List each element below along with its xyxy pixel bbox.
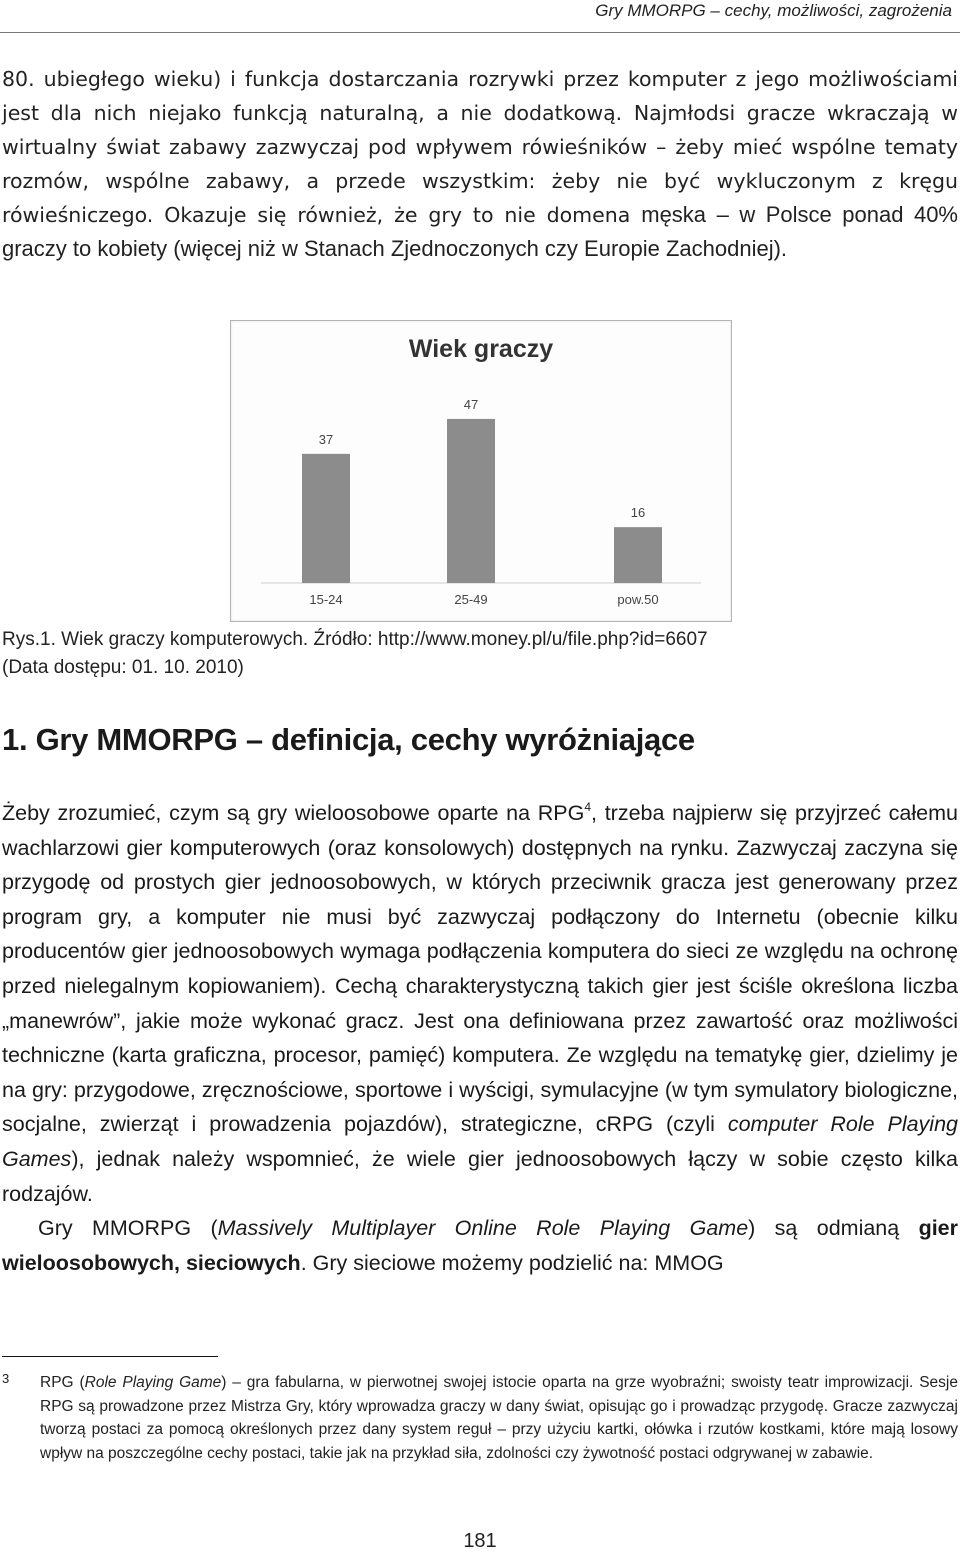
- chart-title: Wiek graczy: [408, 335, 554, 363]
- body-p1-start: Żeby zrozumieć, czym są gry wieloosobowe oparte na RPG: [2, 801, 585, 825]
- footnote-rule: [2, 1356, 218, 1357]
- intro-paragraph: [2, 62, 958, 266]
- footnote: [2, 1371, 958, 1465]
- bar-15-24: [302, 454, 350, 583]
- bar-value-label: 16: [630, 505, 646, 521]
- body-p1-middle: , trzeba najpierw się przyjrzeć całemu wachlarzowi gier komputerowych (oraz konsolowych) dostępnych na rynku. Zazwyczaj zaczyna się przygodę od prostych gier jednoosobowych, w których przeciwnik gracza jest generowany przez program gry, a komputer nie musi być zazwyczaj podłączony do Internetu (obecnie kilku producentów gier jednoosobowych wymaga podłączenia komputera do sieci ze względu na ochronę przed nielegalnym kopiowaniem). Cechą charakterystyczną takich gier jest ściśle określona liczba „manewrów”, jakie może wykonać gracz. Jest ona definiowana przez zawartość oraz możliwości techniczne (karta graficzna, procesor, pamięć) komputera. Ze względu na tematykę gier, dzielimy je na gry: przygodowe, zręcznościowe, sportowe i wyścigi, symulacyjne (w tym symulatory biologiczne, socjalne, zwierząt i prowadzenia pojazdów), strategiczne, cRPG (czyli: [2, 801, 958, 1137]
- age-chart: [231, 321, 731, 621]
- page-number: 181: [463, 1530, 497, 1552]
- body-p2-middle: ) są odmianą: [748, 1216, 919, 1241]
- body-p2-start: Gry MMORPG (: [38, 1216, 218, 1241]
- category-label: 15-24: [309, 592, 343, 607]
- footnote-text: [40, 1371, 958, 1465]
- footnote-text-italic: Role Playing Game: [84, 1374, 222, 1391]
- body-text: [2, 796, 958, 1280]
- header-rule: [0, 32, 960, 33]
- figure-caption: [2, 626, 902, 682]
- footnote-reference: 4: [584, 800, 592, 814]
- body-p2-italic: Massively Multiplayer Online Role Playing Game: [217, 1216, 749, 1241]
- category-label: 25-49: [454, 592, 488, 607]
- intro-paragraph-part-a: 80. ubiegłego wieku) i funkcja dostarczania rozrywki przez komputer z jego możliwościami jest dla nich niejako funkcją naturalną, a nie dodatkową. Najmłodsi gracze wkraczają w wirtualny świat zabawy zazwyczaj pod wpływem rówieśników – żeby mieć wspólne tematy rozmów, wspólne zabawy, a przede wszystkim: żeby nie być wykluczonym z kręgu rówieśniczego. Okazuje się również, że gry to nie domena: [2, 67, 958, 227]
- footnote-text-start: RPG (: [40, 1374, 85, 1391]
- footnote-number: 3: [2, 1371, 10, 1386]
- caption-line-2: (Data dostępu: 01. 10. 2010): [2, 657, 244, 678]
- category-label: pow.50: [617, 592, 659, 607]
- body-p1-italic: computer Role Playing Games: [2, 1112, 958, 1171]
- footnote-text-end: ) – gra fabularna, w pierwotnej swojej istocie oparta na grze wyobraźni; swoisty teatr improwizacji. Sesje RPG są prowadzone przez Mistrza Gry, który wprowadza graczy w dany świat, opisując go i prowadząc przygodę. Gracze zazwyczaj tworzą postaci za pomocą określonych przez dany system reguł – przy użyciu kartki, ołówka i rzutów kostkami, które mają losowy wpływ na poszczególne cechy postaci, takie jak na przykład siła, zdolności czy żywotność postaci odgrywanej w zabawie.: [40, 1374, 958, 1462]
- body-paragraph-2: [2, 1211, 958, 1280]
- body-p2-end: . Gry sieciowe możemy podzielić na: MMOG: [300, 1250, 724, 1275]
- bar-value-label: 37: [318, 431, 334, 447]
- section-heading: 1. Gry MMORPG – definicja, cechy wyróżniające: [2, 722, 695, 757]
- intro-paragraph-part-b: męska – w Polsce ponad 40% graczy to kobiety (więcej niż w Stanach Zjednoczonych czy Europie Zachodniej).: [2, 202, 958, 261]
- body-paragraph-1: [2, 796, 958, 1211]
- body-p1-end: ), jednak należy wspomnieć, że wiele gier jednoosobowych łączy w sobie często kilka rodzajów.: [2, 1146, 958, 1206]
- bar-value-label: 47: [463, 396, 479, 412]
- bar-pow.50: [614, 527, 662, 583]
- body-p2-bold: gier wieloosobowych, sieciowych: [2, 1216, 959, 1275]
- running-header: Gry MMORPG – cechy, możliwości, zagrożenia: [595, 1, 952, 20]
- bar-25-49: [447, 419, 495, 583]
- caption-line-1: Rys.1. Wiek graczy komputerowych. Źródło: http://www.money.pl/u/file.php?id=6607: [2, 629, 708, 650]
- bars-layer: [302, 397, 662, 607]
- age-chart-figure: [230, 320, 732, 622]
